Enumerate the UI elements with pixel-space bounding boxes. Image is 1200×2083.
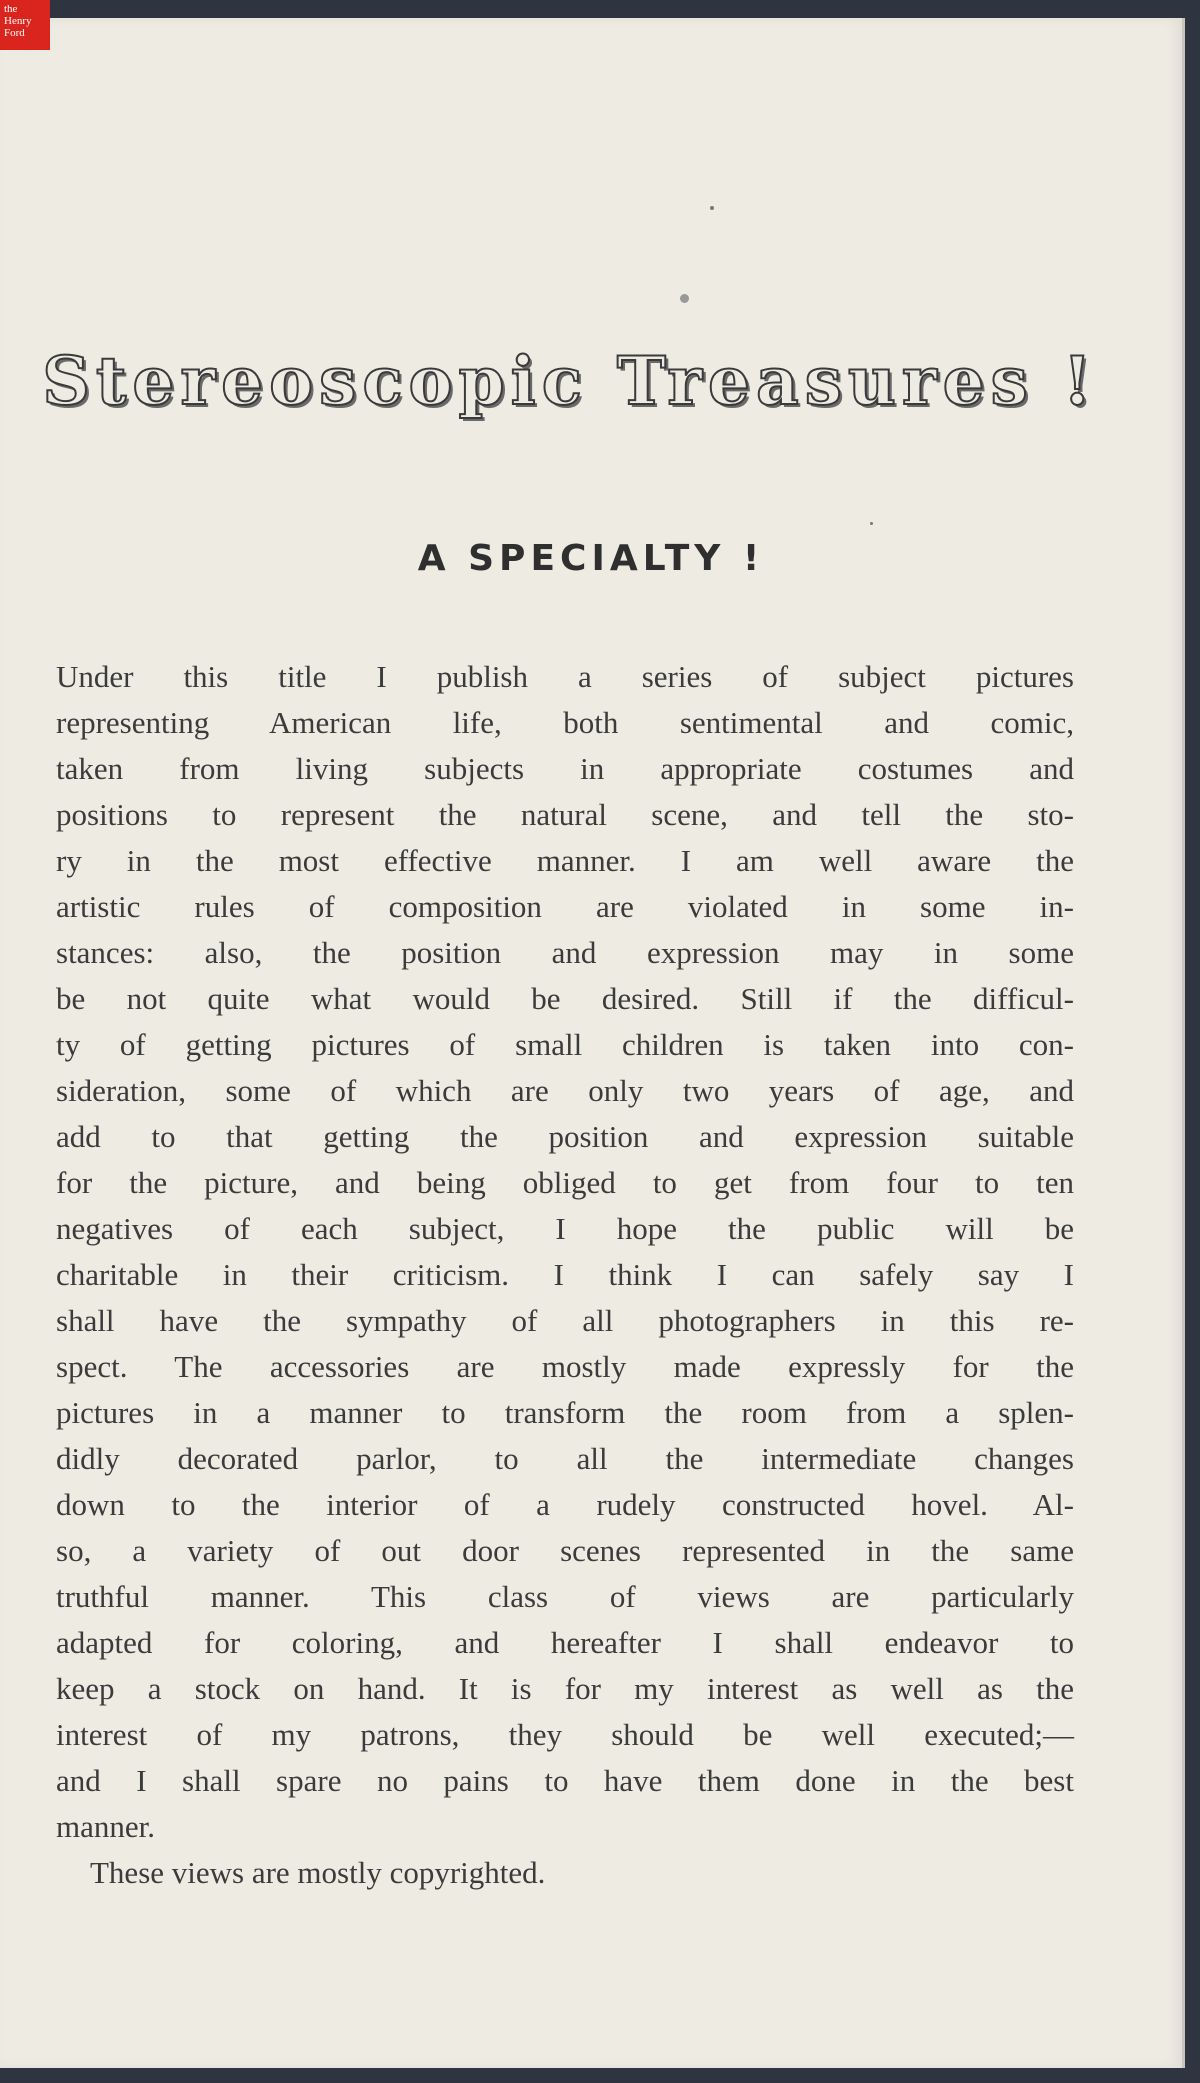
text-line: and I shall spare no pains to have them done in the best <box>56 1763 1074 1798</box>
text-line: for the picture, and being obliged to get from four to ten <box>56 1165 1074 1200</box>
text-line: keep a stock on hand. It is for my interest as well as the <box>56 1671 1074 1706</box>
document-page <box>0 18 1185 2068</box>
text-line: negatives of each subject, I hope the public will be <box>56 1211 1074 1246</box>
text-line: stances: also, the position and expression may in some <box>56 935 1074 970</box>
text-line: Under this title I publish a series of subject pictures <box>56 659 1074 694</box>
text-line: artistic rules of composition are violated in some in- <box>56 889 1074 924</box>
text-line: adapted for coloring, and hereafter I shall endeavor to <box>56 1625 1074 1660</box>
page-title: Stereoscopic Treasures ! <box>42 342 1098 420</box>
text-line: sideration, some of which are only two years of age, and <box>56 1073 1074 1108</box>
body-text <box>56 654 1074 1896</box>
text-line: spect. The accessories are mostly made expressly for the <box>56 1349 1074 1384</box>
paper-speck <box>680 294 689 303</box>
henry-ford-logo: the Henry Ford <box>0 0 50 50</box>
paper-speck <box>710 206 714 210</box>
closing-line: These views are mostly copyrighted. <box>90 1855 546 1890</box>
text-line: positions to represent the natural scene, and tell the sto- <box>56 797 1074 832</box>
text-line: charitable in their criticism. I think I can safely say I <box>56 1257 1074 1292</box>
text-line: didly decorated parlor, to all the intermediate changes <box>56 1441 1074 1476</box>
text-line: shall have the sympathy of all photographers in this re- <box>56 1303 1074 1338</box>
text-line: taken from living subjects in appropriate costumes and <box>56 751 1074 786</box>
text-line: ty of getting pictures of small children is taken into con- <box>56 1027 1074 1062</box>
text-line: truthful manner. This class of views are particularly <box>56 1579 1074 1614</box>
text-line: add to that getting the position and expression suitable <box>56 1119 1074 1154</box>
text-line: representing American life, both sentimental and comic, <box>56 705 1074 740</box>
subtitle: A SPECIALTY ! <box>417 538 765 579</box>
paper-speck <box>870 522 873 525</box>
text-line: interest of my patrons, they should be well executed;— <box>56 1717 1074 1752</box>
text-line: pictures in a manner to transform the room from a splen- <box>56 1395 1074 1430</box>
text-line: ry in the most effective manner. I am well aware the <box>56 843 1074 878</box>
text-line: down to the interior of a rudely constructed hovel. Al- <box>56 1487 1074 1522</box>
text-line: so, a variety of out door scenes represented in the same <box>56 1533 1074 1568</box>
text-line: be not quite what would be desired. Still if the difficul- <box>56 981 1074 1016</box>
text-line: manner. <box>56 1809 155 1844</box>
